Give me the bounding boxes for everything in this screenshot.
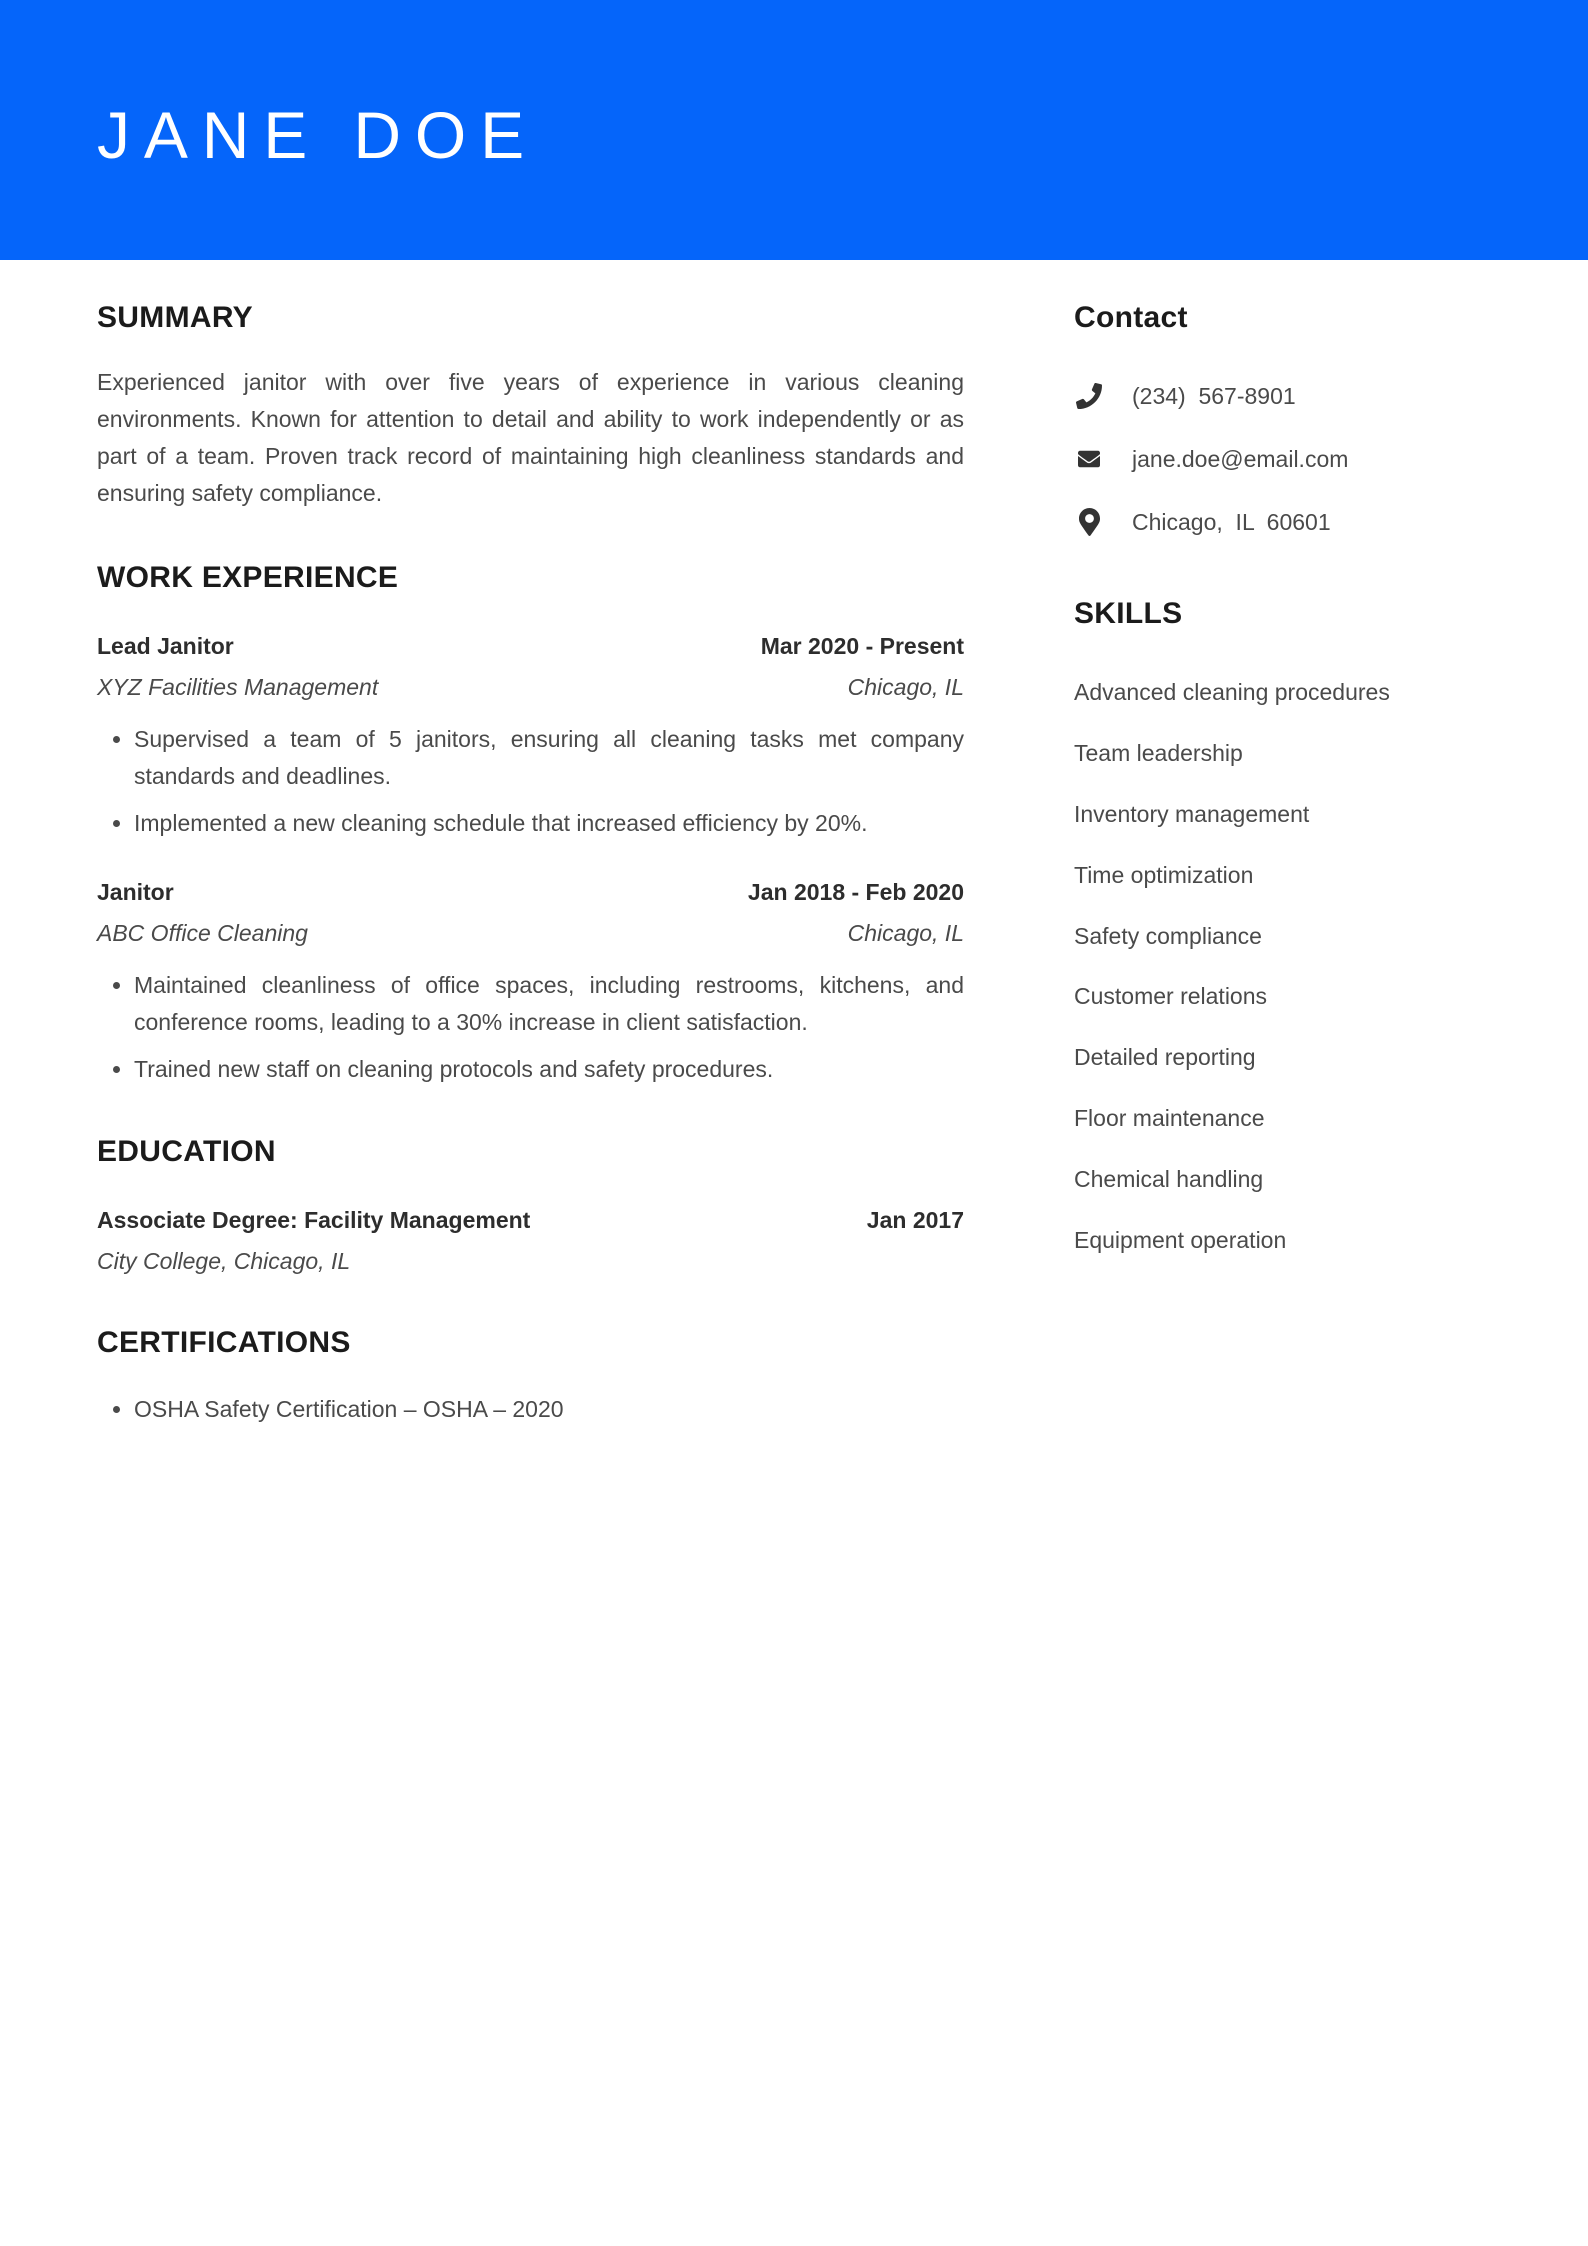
skills-section — [1074, 596, 1495, 1258]
summary-section — [97, 300, 964, 512]
certifications-section — [97, 1325, 964, 1428]
education-section — [97, 1134, 964, 1277]
job-title-row — [97, 630, 964, 662]
skill-item: Advanced cleaning procedures — [1074, 679, 1390, 706]
education-heading: EDUCATION — [97, 1134, 276, 1168]
contact-phone: (234) 567-8901 — [1132, 383, 1296, 409]
job-bullet-list — [97, 721, 964, 841]
job-title: Janitor — [97, 878, 174, 905]
phone-icon — [1074, 383, 1104, 409]
envelope-icon — [1074, 448, 1104, 470]
skill-item: Inventory management — [1074, 800, 1310, 827]
job-company: XYZ Facilities Management — [97, 674, 379, 701]
skill-item: Time optimization — [1074, 861, 1254, 888]
certification-list — [97, 1391, 964, 1428]
skill-item: Detailed reporting — [1074, 1044, 1256, 1071]
education-school: City College, Chicago, IL — [97, 1247, 351, 1274]
skill-item: Chemical handling — [1074, 1165, 1264, 1192]
contact-email-row — [1074, 441, 1495, 478]
certifications-heading: CERTIFICATIONS — [97, 1325, 351, 1359]
location-pin-icon — [1074, 508, 1104, 536]
job-entry — [97, 876, 964, 1088]
contact-section — [1074, 300, 1495, 540]
skill-item: Customer relations — [1074, 983, 1268, 1010]
certification-item: • OSHA Safety Certification – OSHA – 2020 — [134, 1391, 964, 1428]
job-location: Chicago, IL — [847, 920, 964, 947]
contact-heading: Contact — [1074, 301, 1188, 334]
experience-section — [97, 560, 964, 1088]
main-column — [97, 300, 964, 1438]
contact-address-row — [1074, 504, 1495, 541]
job-bullet: • Supervised a team of 5 janitors, ensuring all cleaning tasks met company standards and deadlines. — [134, 721, 964, 795]
job-bullet: • Implemented a new cleaning schedule that increased efficiency by 20%. — [134, 805, 964, 842]
experience-heading: WORK EXPERIENCE — [97, 561, 399, 595]
skill-item: Floor maintenance — [1074, 1104, 1265, 1131]
job-dates: Mar 2020 - Present — [760, 633, 964, 660]
education-date: Jan 2017 — [866, 1206, 964, 1233]
candidate-name: JANE DOE — [97, 98, 538, 172]
header-banner — [0, 0, 1588, 260]
job-company: ABC Office Cleaning — [97, 920, 308, 947]
job-bullet: • Maintained cleanliness of office spaces, including restrooms, kitchens, and conference rooms, leading to a 30% increase in client satisfaction. — [134, 967, 964, 1041]
skill-item: Safety compliance — [1074, 922, 1262, 949]
education-degree-row — [97, 1204, 964, 1236]
job-company-row — [97, 917, 964, 949]
job-title: Lead Janitor — [97, 633, 234, 660]
content-columns — [0, 260, 1588, 1438]
skills-heading: SKILLS — [1074, 597, 1183, 631]
contact-email: jane.doe@email.com — [1132, 445, 1349, 472]
job-bullet: • Trained new staff on cleaning protocols and safety procedures. — [134, 1051, 964, 1088]
skill-item: Equipment operation — [1074, 1226, 1287, 1253]
skill-item: Team leadership — [1074, 740, 1243, 767]
contact-address: Chicago, IL 60601 — [1132, 508, 1331, 535]
job-title-row — [97, 876, 964, 908]
summary-text: Experienced janitor with over five years of experience in various cleaning environments. Known for attention to detail and ability to work independently or as part of a team. Proven track record of maintaining high cleanliness standards and ensuring safety compliance. — [97, 369, 964, 507]
summary-heading: SUMMARY — [97, 301, 253, 334]
job-company-row — [97, 671, 964, 703]
side-column — [1074, 300, 1495, 1438]
contact-phone-row — [1074, 378, 1495, 415]
job-bullet-list — [97, 967, 964, 1087]
education-degree: Associate Degree: Facility Management — [97, 1206, 531, 1233]
job-entry — [97, 630, 964, 842]
job-location: Chicago, IL — [847, 674, 964, 701]
education-school-row — [97, 1245, 964, 1277]
job-dates: Jan 2018 - Feb 2020 — [747, 878, 964, 905]
